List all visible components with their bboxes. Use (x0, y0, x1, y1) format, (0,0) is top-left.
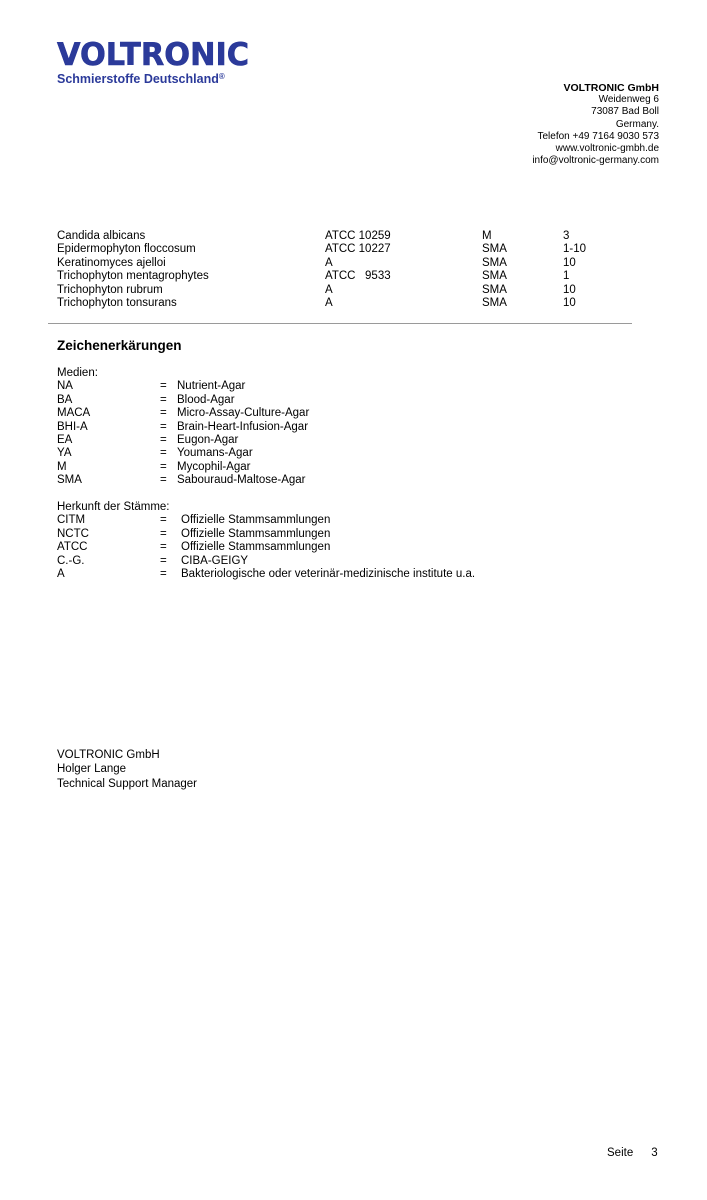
company-city: 73087 Bad Boll (591, 106, 659, 118)
legend-value: Offizielle Stammsammlungen (181, 514, 331, 527)
legend-row (57, 447, 577, 460)
legend-row (57, 568, 577, 581)
value-cell: 3 (563, 230, 570, 242)
legend-value: CIBA-GEIGY (181, 554, 249, 567)
legend-value: Bakteriologische oder veterinär-medizinische institute u.a. (181, 567, 476, 580)
legend-key: EA (57, 433, 73, 446)
legend-equals: = (160, 380, 167, 393)
organism-name: Keratinomyces ajelloi (57, 256, 166, 269)
voltronic-logo (57, 37, 250, 86)
medium-code: SMA (482, 243, 507, 256)
legend-key: BHI-A (57, 420, 88, 433)
signature-company: VOLTRONIC GmbH (57, 749, 160, 761)
signature-block (57, 748, 197, 791)
legend-value: Eugon-Agar (177, 433, 239, 446)
legend-row (57, 421, 577, 434)
legend-value: Micro-Assay-Culture-Agar (177, 407, 310, 420)
strain-code: A (325, 256, 333, 269)
value-cell: 10 (563, 296, 576, 309)
company-street: Weidenweg 6 (598, 94, 659, 106)
legend-value: Mycophil-Agar (177, 460, 251, 473)
legend-value: Brain-Heart-Infusion-Agar (177, 420, 309, 433)
medium-code: SMA (482, 296, 507, 309)
strain-code: ATCC 10227 (325, 243, 391, 256)
value-cell: 1 (563, 270, 570, 283)
medium-code: M (482, 230, 492, 242)
legend-key: NA (57, 380, 73, 393)
company-phone: Telefon +49 7164 9030 573 (537, 130, 659, 142)
table-row (57, 284, 637, 297)
value-cell: 10 (563, 283, 576, 296)
legend-key: C.-G. (57, 554, 85, 567)
legend-row (57, 528, 577, 541)
strain-code: ATCC 10259 (325, 230, 391, 242)
legend-key: ATCC (57, 541, 88, 554)
logo-subtitle-text: Schmierstoffe Deutschland (57, 72, 219, 86)
page-label: Seite (607, 1147, 634, 1159)
organism-name: Trichophyton tonsurans (57, 296, 177, 309)
strain-code: A (325, 283, 333, 296)
organism-name: Trichophyton rubrum (57, 283, 163, 296)
legend-key: BA (57, 393, 73, 406)
media-legend (57, 367, 577, 488)
legend-row (57, 541, 577, 554)
legend-equals: = (160, 474, 167, 487)
legend-row (57, 461, 577, 474)
legend-equals: = (160, 527, 167, 540)
legend-equals: = (160, 567, 167, 580)
legend-row (57, 555, 577, 568)
legend-value: Nutrient-Agar (177, 380, 246, 393)
legend-key: SMA (57, 474, 82, 487)
medium-code: SMA (482, 256, 507, 269)
legend-key: M (57, 460, 67, 473)
organism-name: Candida albicans (57, 230, 146, 242)
value-cell: 1-10 (563, 243, 587, 256)
table-row (57, 297, 637, 310)
legend-value: Offizielle Stammsammlungen (181, 527, 331, 540)
strain-code: ATCC 9533 (325, 270, 391, 283)
organism-name: Epidermophyton floccosum (57, 243, 196, 256)
media-legend-title: Medien: (57, 367, 98, 379)
legend-equals: = (160, 407, 167, 420)
legend-value: Offizielle Stammsammlungen (181, 541, 331, 554)
medium-code: SMA (482, 270, 507, 283)
signature-role: Technical Support Manager (57, 777, 197, 790)
table-row (57, 257, 637, 270)
table-row (57, 270, 637, 283)
legend-equals: = (160, 393, 167, 406)
page-number: 3 (651, 1147, 658, 1159)
strain-code: A (325, 296, 333, 309)
legend-value: Sabouraud-Maltose-Agar (177, 474, 306, 487)
table-row (57, 243, 637, 256)
value-cell: 10 (563, 256, 576, 269)
page-footer (607, 1147, 658, 1159)
company-name: VOLTRONIC GmbH (563, 82, 659, 94)
company-web[interactable]: www.voltronic-gmbh.de (555, 143, 659, 155)
legend-key: YA (57, 447, 72, 460)
legend-key: A (57, 567, 65, 580)
medium-code: SMA (482, 283, 507, 296)
origin-legend (57, 501, 577, 581)
legend-equals: = (160, 460, 167, 473)
legend-equals: = (160, 514, 167, 527)
company-address (532, 82, 659, 167)
legend-row (57, 394, 577, 407)
organism-table (57, 230, 637, 310)
logo-brand: VOLTRONIC (57, 37, 250, 73)
legend-key: CITM (57, 514, 86, 527)
legend-value: Blood-Agar (177, 393, 235, 406)
legend-equals: = (160, 541, 167, 554)
legend-equals: = (160, 447, 167, 460)
legend-row (57, 434, 577, 447)
legend-heading: Zeichenerkärungen (57, 338, 182, 353)
legend-row (57, 380, 577, 393)
legend-key: MACA (57, 407, 91, 420)
registered-mark: ® (218, 72, 225, 81)
legend-row (57, 474, 577, 487)
organism-name: Trichophyton mentagrophytes (57, 270, 209, 283)
legend-key: NCTC (57, 527, 89, 540)
company-email[interactable]: info@voltronic-germany.com (532, 155, 659, 167)
signature-person: Holger Lange (57, 763, 127, 776)
horizontal-divider (48, 323, 632, 324)
legend-row (57, 514, 577, 527)
origin-legend-title: Herkunft der Stämme: (57, 501, 170, 513)
company-country: Germany. (615, 118, 659, 130)
legend-equals: = (160, 420, 167, 433)
table-row (57, 230, 637, 243)
legend-value: Youmans-Agar (177, 447, 253, 460)
legend-equals: = (160, 554, 167, 567)
legend-row (57, 407, 577, 420)
legend-equals: = (160, 433, 167, 446)
